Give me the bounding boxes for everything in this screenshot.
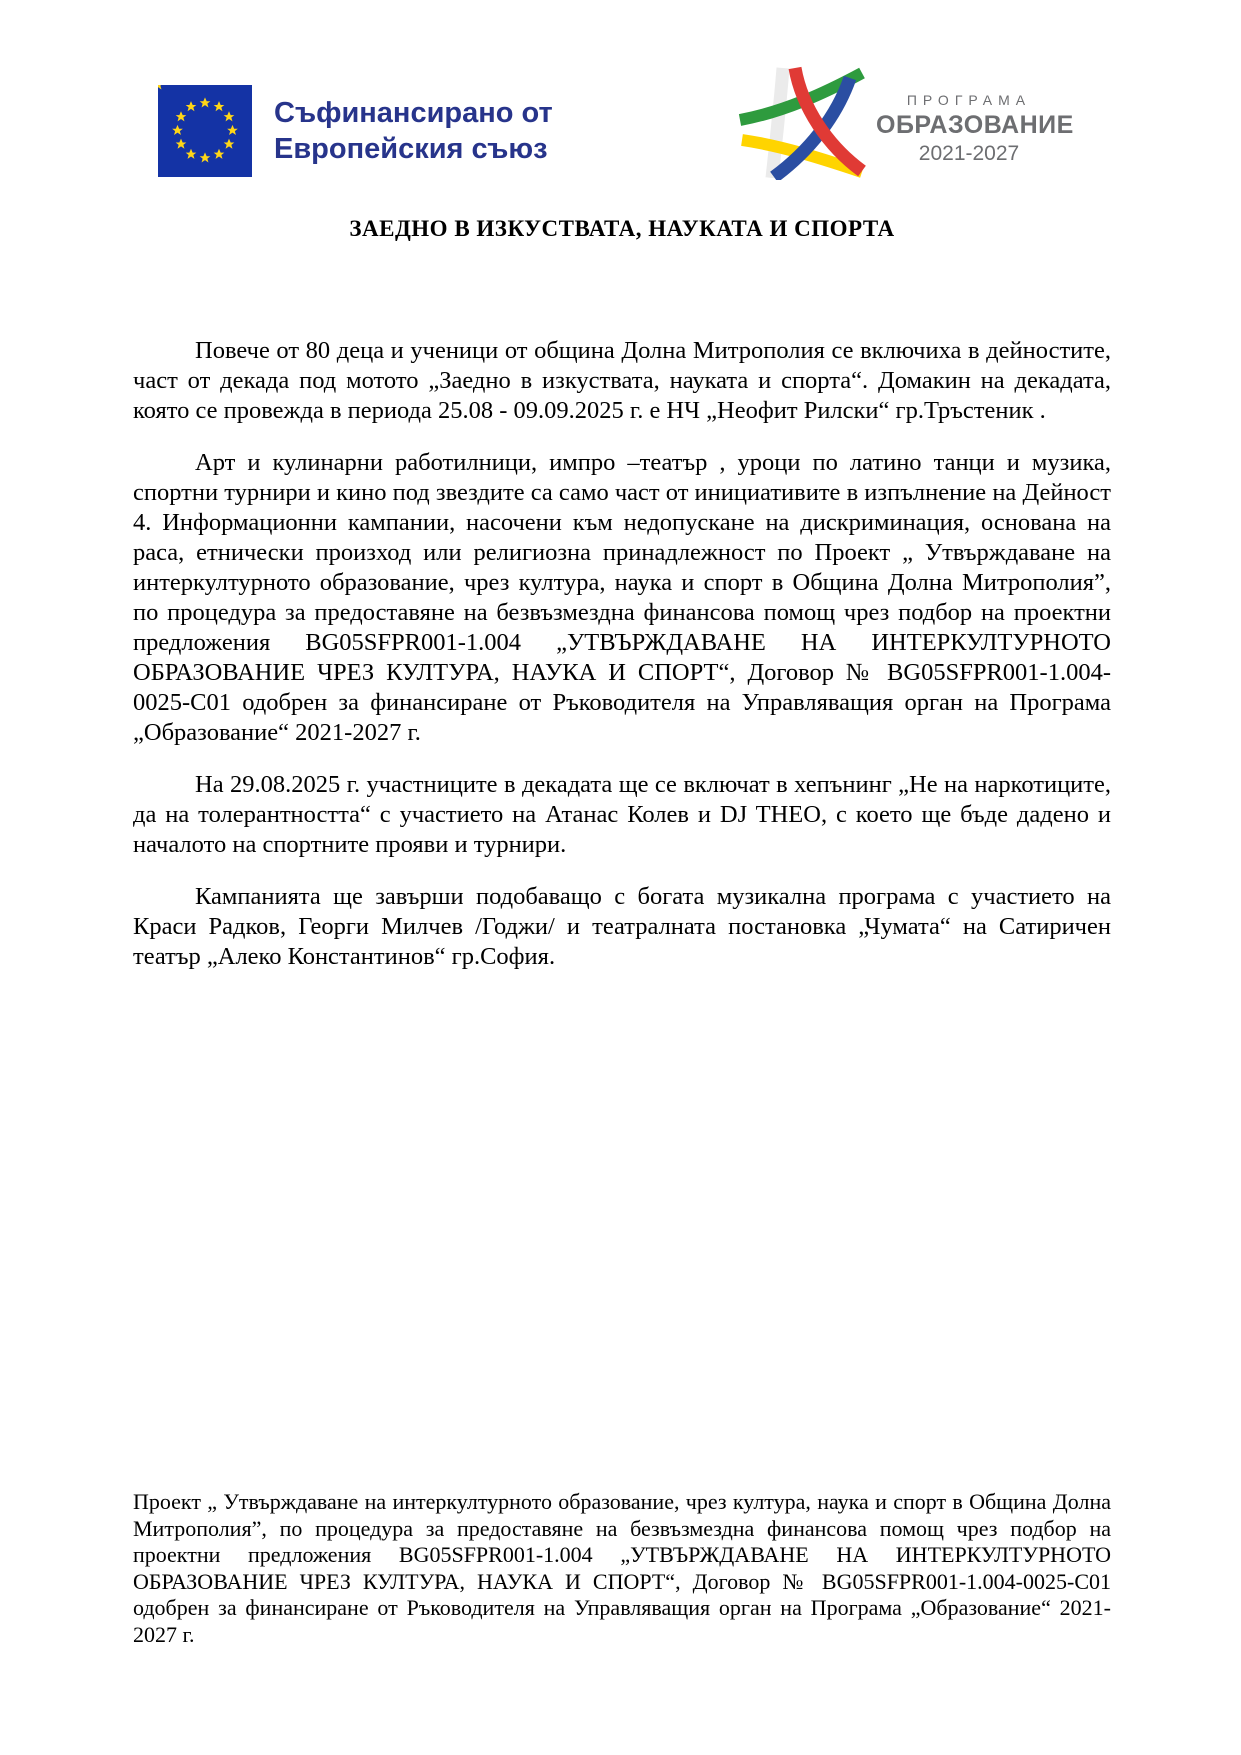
paragraph-4: Кампанията ще завърши подобаващо с богата музикална програма с участието на Краси Радков, Георги Милчев /Годжи/ и театралната постановка „Чумата“ на Сатиричен театър „Алеко Константинов“ гр.София.: [133, 883, 1111, 970]
program-education-ribbons-icon: [738, 66, 870, 180]
eu-caption-line2: Европейския съюз: [274, 133, 548, 165]
paragraph-3: На 29.08.2025 г. участниците в декадата ще се включат в хепънинг „Не на наркотиците, да на толерантността“ с участието на Атанас Колев и DJ THEO, с което ще бъде дадено и началото на спортните прояви и турнири.: [133, 771, 1111, 858]
document-body: [133, 336, 1111, 994]
program-name: ОБРАЗОВАНИЕ: [876, 111, 1074, 139]
paragraph-2: Арт и кулинарни работилници, импро –театър , уроци по латино танци и музика, спортни турнири и кино под звездите са само част от инициативите в изпълнение на Дейност 4. Информационни кампании, насочени към недопускане на дискриминация, основана на раса, етнически произход или религиозна принадлежност по Проект „ Утвърждаване на интеркултурното образование, чрез култура, наука и спорт в Община Долна Митрополия”, по процедура за предоставяне на безвъзмездна финансова помощ чрез подбор на проектни предложения BG05SFPR001-1.004 „УТВЪРЖДАВАНЕ НА ИНТЕРКУЛТУРНОТО ОБРАЗОВАНИЕ ЧРЕЗ КУЛТУРА, НАУКА И СПОРТ“, Договор № BG05SFPR001-1.004-0025-C01 одобрен за финансиране от Ръководителя на Управляващия орган на Програма „Образование“ 2021-2027 г.: [133, 449, 1111, 746]
program-label: ПРОГРАМА: [906, 92, 1032, 108]
footer-note: [133, 1489, 1111, 1648]
eu-flag-icon: [158, 85, 252, 177]
program-period: 2021-2027: [918, 142, 1020, 165]
eu-cofunded-caption: [274, 95, 553, 167]
eu-caption-line1: Съфинансирано от: [274, 97, 553, 129]
paragraph-1: Повече от 80 деца и ученици от община Долна Митрополия се включиха в дейностите, част от декада под мотото „Заедно в изкуствата, науката и спорта“. Домакин на декадата, която се провежда в периода 25.08 - 09.09.2025 г. е НЧ „Неофит Рилски“ гр.Тръстеник .: [133, 337, 1111, 424]
eu-cofunded-logo: [158, 85, 553, 177]
footer-project-text: Проект „ Утвърждаване на интеркултурното образование, чрез култура, наука и спорт в Община Долна Митрополия”, по процедура за предоставяне на безвъзмездна финансова помощ чрез подбор на проектни предложения BG05SFPR001-1.004 „УТВЪРЖДАВАНЕ НА ИНТЕРКУЛТУРНОТО ОБРАЗОВАНИЕ ЧРЕЗ КУЛТУРА, НАУКА И СПОРТ“, Договор № BG05SFPR001-1.004-0025-C01 одобрен за финансиране от Ръководителя на Управляващия орган на Програма „Образование“ 2021-2027 г.: [133, 1489, 1111, 1647]
document-title: ЗАЕДНО В ИЗКУСТВАТА, НАУКАТА И СПОРТА: [349, 216, 895, 241]
program-education-logo-text: [876, 92, 1074, 166]
